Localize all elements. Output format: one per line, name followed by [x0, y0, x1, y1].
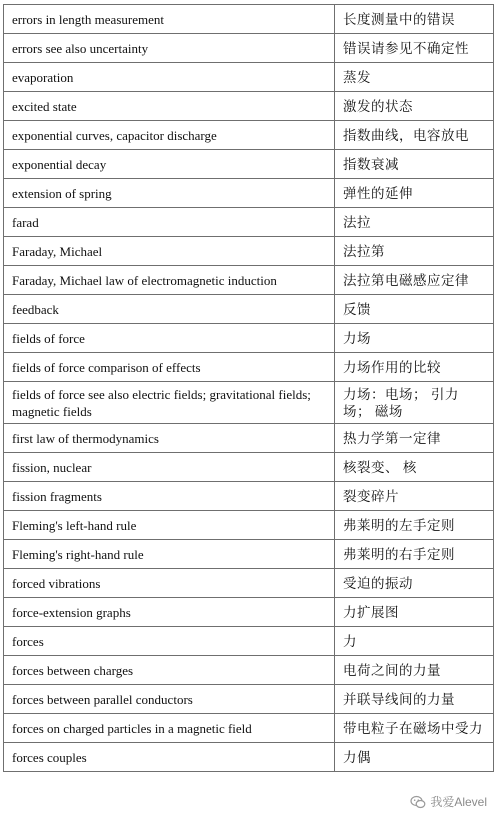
watermark-text: 我爱Alevel — [430, 795, 487, 809]
chinese-term: 弗莱明的右手定则 — [335, 540, 494, 569]
chinese-term: 热力学第一定律 — [335, 424, 494, 453]
table-row — [4, 121, 494, 150]
english-term: forces between charges — [4, 656, 335, 685]
table-row — [4, 150, 494, 179]
chinese-term: 力偶 — [335, 743, 494, 772]
english-term: forced vibrations — [4, 569, 335, 598]
table-row — [4, 34, 494, 63]
english-term: fission, nuclear — [4, 453, 335, 482]
chinese-term: 长度测量中的错误 — [335, 5, 494, 34]
chinese-term: 激发的状态 — [335, 92, 494, 121]
table-row — [4, 382, 494, 424]
table-row — [4, 511, 494, 540]
english-term: Fleming's right-hand rule — [4, 540, 335, 569]
chinese-term: 带电粒子在磁场中受力 — [335, 714, 494, 743]
english-term: Fleming's left-hand rule — [4, 511, 335, 540]
english-term: Faraday, Michael law of electromagnetic induction — [4, 266, 335, 295]
english-term: fission fragments — [4, 482, 335, 511]
table-row — [4, 295, 494, 324]
chinese-term: 错误请参见不确定性 — [335, 34, 494, 63]
english-term: fields of force see also electric fields; gravitational fields; magnetic fields — [4, 382, 335, 424]
english-term: forces between parallel conductors — [4, 685, 335, 714]
english-term: extension of spring — [4, 179, 335, 208]
table-row — [4, 208, 494, 237]
chinese-term: 力扩展图 — [335, 598, 494, 627]
chinese-term: 核裂变、 核 — [335, 453, 494, 482]
table-row — [4, 63, 494, 92]
chinese-term: 力场：电场； 引力场； 磁场 — [335, 382, 494, 424]
table-row — [4, 92, 494, 121]
english-term: errors see also uncertainty — [4, 34, 335, 63]
chinese-term: 法拉第电磁感应定律 — [335, 266, 494, 295]
english-term: fields of force — [4, 324, 335, 353]
table-row — [4, 743, 494, 772]
glossary-table-body — [4, 5, 494, 772]
table-row — [4, 353, 494, 382]
chinese-term: 电荷之间的力量 — [335, 656, 494, 685]
chinese-term: 力场作用的比较 — [335, 353, 494, 382]
glossary-table — [3, 4, 494, 772]
table-row — [4, 453, 494, 482]
english-term: exponential curves, capacitor discharge — [4, 121, 335, 150]
table-row — [4, 627, 494, 656]
chinese-term: 裂变碎片 — [335, 482, 494, 511]
chinese-term: 反馈 — [335, 295, 494, 324]
wechat-icon — [410, 794, 426, 810]
chinese-term: 蒸发 — [335, 63, 494, 92]
table-row — [4, 569, 494, 598]
chinese-term: 弗莱明的左手定则 — [335, 511, 494, 540]
english-term: forces couples — [4, 743, 335, 772]
table-row — [4, 656, 494, 685]
table-row — [4, 179, 494, 208]
watermark — [410, 793, 487, 810]
english-term: forces on charged particles in a magnetic field — [4, 714, 335, 743]
chinese-term: 指数衰减 — [335, 150, 494, 179]
english-term: errors in length measurement — [4, 5, 335, 34]
english-term: farad — [4, 208, 335, 237]
chinese-term: 力场 — [335, 324, 494, 353]
table-row — [4, 266, 494, 295]
table-row — [4, 424, 494, 453]
table-row — [4, 685, 494, 714]
english-term: exponential decay — [4, 150, 335, 179]
english-term: evaporation — [4, 63, 335, 92]
table-row — [4, 5, 494, 34]
chinese-term: 力 — [335, 627, 494, 656]
chinese-term: 受迫的振动 — [335, 569, 494, 598]
english-term: Faraday, Michael — [4, 237, 335, 266]
table-row — [4, 714, 494, 743]
english-term: feedback — [4, 295, 335, 324]
table-row — [4, 324, 494, 353]
english-term: forces — [4, 627, 335, 656]
table-row — [4, 540, 494, 569]
chinese-term: 并联导线间的力量 — [335, 685, 494, 714]
chinese-term: 法拉 — [335, 208, 494, 237]
chinese-term: 指数曲线，电容放电 — [335, 121, 494, 150]
chinese-term: 弹性的延伸 — [335, 179, 494, 208]
english-term: force-extension graphs — [4, 598, 335, 627]
chinese-term: 法拉第 — [335, 237, 494, 266]
table-row — [4, 482, 494, 511]
table-row — [4, 598, 494, 627]
english-term: excited state — [4, 92, 335, 121]
table-row — [4, 237, 494, 266]
english-term: fields of force comparison of effects — [4, 353, 335, 382]
english-term: first law of thermodynamics — [4, 424, 335, 453]
